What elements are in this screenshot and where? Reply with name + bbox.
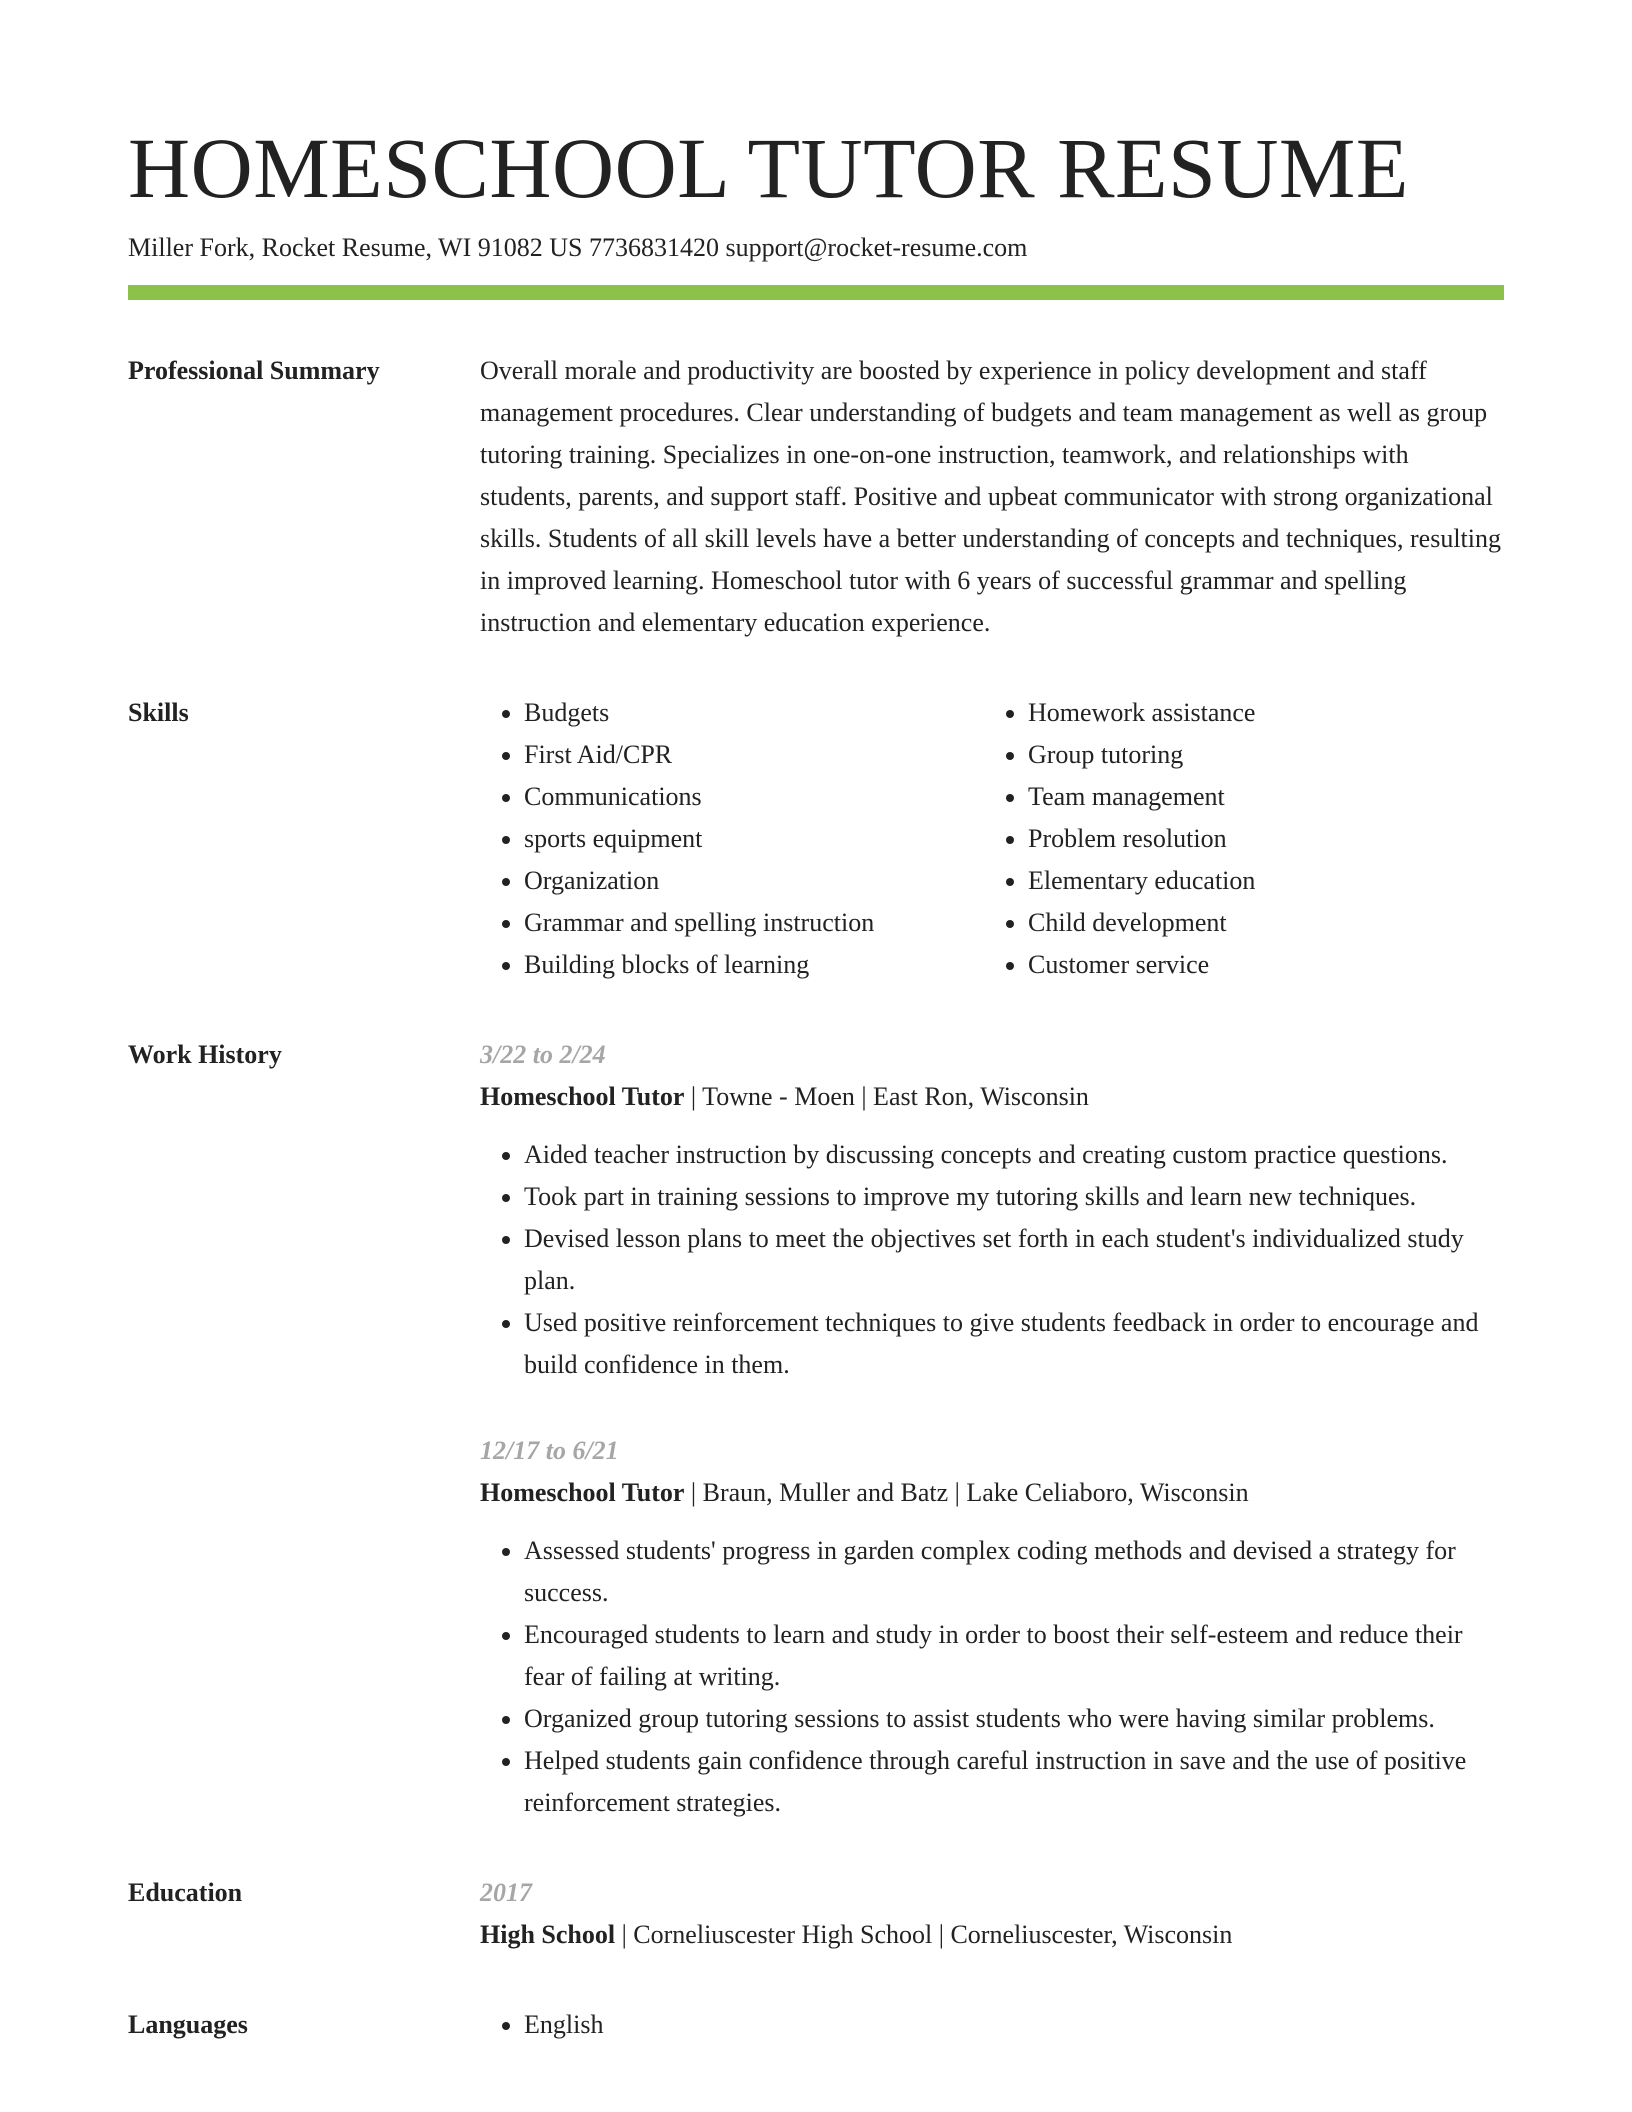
skill-item: • Organization [524, 860, 984, 902]
education-year: 2017 [480, 1878, 532, 1907]
job-bullet: • Devised lesson plans to meet the objectives set forth in each student's individualized study plan. [524, 1218, 1504, 1302]
work-history-section [128, 1034, 1504, 1824]
job-bullets [480, 1530, 1504, 1824]
job-title: Homeschool Tutor [480, 1082, 685, 1111]
skill-item: • Team management [1028, 776, 1528, 818]
education-line [480, 1914, 1504, 1956]
skills-section [128, 692, 1504, 986]
skill-item: • Group tutoring [1028, 734, 1528, 776]
languages-list [480, 2004, 1504, 2046]
work-history-label: Work History [128, 1040, 282, 1069]
resume-title: HOMESCHOOL TUTOR RESUME [128, 120, 1409, 216]
education-degree: High School [480, 1920, 616, 1949]
skill-item: • Grammar and spelling instruction [524, 902, 984, 944]
job-dates: 3/22 to 2/24 [480, 1040, 606, 1069]
contact-line: Miller Fork, Rocket Resume, WI 91082 US 7736831420 support@rocket-resume.com [128, 233, 1028, 262]
summary-label: Professional Summary [128, 356, 380, 385]
job-role-line [480, 1472, 1504, 1514]
skill-item: • Communications [524, 776, 984, 818]
summary-text: Overall morale and productivity are boosted by experience in policy development and staff management procedures. Clear understanding of budgets and team management as well as group tutoring training. Specializes in one-on-one instruction, teamwork, and relationships with students, parents, and support staff. Positive and upbeat communicator with strong organizational skills. Students of all skill levels have a better understanding of concepts and techniques, resulting in improved learning. Homeschool tutor with 6 years of successful grammar and spelling instruction and elementary education experience. [480, 356, 1501, 637]
summary-section [128, 350, 1504, 644]
skills-column-1 [480, 692, 984, 986]
skill-item: • First Aid/CPR [524, 734, 984, 776]
job-details: | Towne - Moen | East Ron, Wisconsin [684, 1082, 1089, 1111]
resume-page [128, 118, 1504, 2046]
languages-label: Languages [128, 2010, 248, 2039]
language-item: • English [524, 2004, 1504, 2046]
skill-item: • Problem resolution [1028, 818, 1528, 860]
accent-divider [128, 285, 1504, 300]
job-bullet: • Aided teacher instruction by discussing concepts and creating custom practice questions. [524, 1134, 1504, 1176]
education-details: | Corneliuscester High School | Corneliuscester, Wisconsin [615, 1920, 1233, 1949]
job-bullet: • Helped students gain confidence through careful instruction in save and the use of positive reinforcement strategies. [524, 1740, 1504, 1824]
skill-item: • Child development [1028, 902, 1528, 944]
skill-item: • sports equipment [524, 818, 984, 860]
skill-item: • Building blocks of learning [524, 944, 984, 986]
job-bullet: • Used positive reinforcement techniques to give students feedback in order to encourage and build confidence in them. [524, 1302, 1504, 1386]
education-section [128, 1872, 1504, 1956]
job-bullet: • Took part in training sessions to improve my tutoring skills and learn new techniques. [524, 1176, 1504, 1218]
skill-item: • Budgets [524, 692, 984, 734]
job-dates: 12/17 to 6/21 [480, 1436, 619, 1465]
job-entry [480, 1430, 1504, 1824]
skill-item: • Elementary education [1028, 860, 1528, 902]
skills-column-2 [984, 692, 1528, 986]
job-bullet: • Organized group tutoring sessions to assist students who were having similar problems. [524, 1698, 1504, 1740]
job-title: Homeschool Tutor [480, 1478, 685, 1507]
job-details: | Braun, Muller and Batz | Lake Celiaboro, Wisconsin [684, 1478, 1249, 1507]
job-entry [480, 1034, 1504, 1386]
skill-item: • Customer service [1028, 944, 1528, 986]
languages-section [128, 2004, 1504, 2046]
job-bullets [480, 1134, 1504, 1386]
job-role-line [480, 1076, 1504, 1118]
skill-item: • Homework assistance [1028, 692, 1528, 734]
job-bullet: • Assessed students' progress in garden complex coding methods and devised a strategy for success. [524, 1530, 1504, 1614]
skills-label: Skills [128, 698, 189, 727]
job-bullet: • Encouraged students to learn and study in order to boost their self-esteem and reduce their fear of failing at writing. [524, 1614, 1504, 1698]
education-label: Education [128, 1878, 243, 1907]
